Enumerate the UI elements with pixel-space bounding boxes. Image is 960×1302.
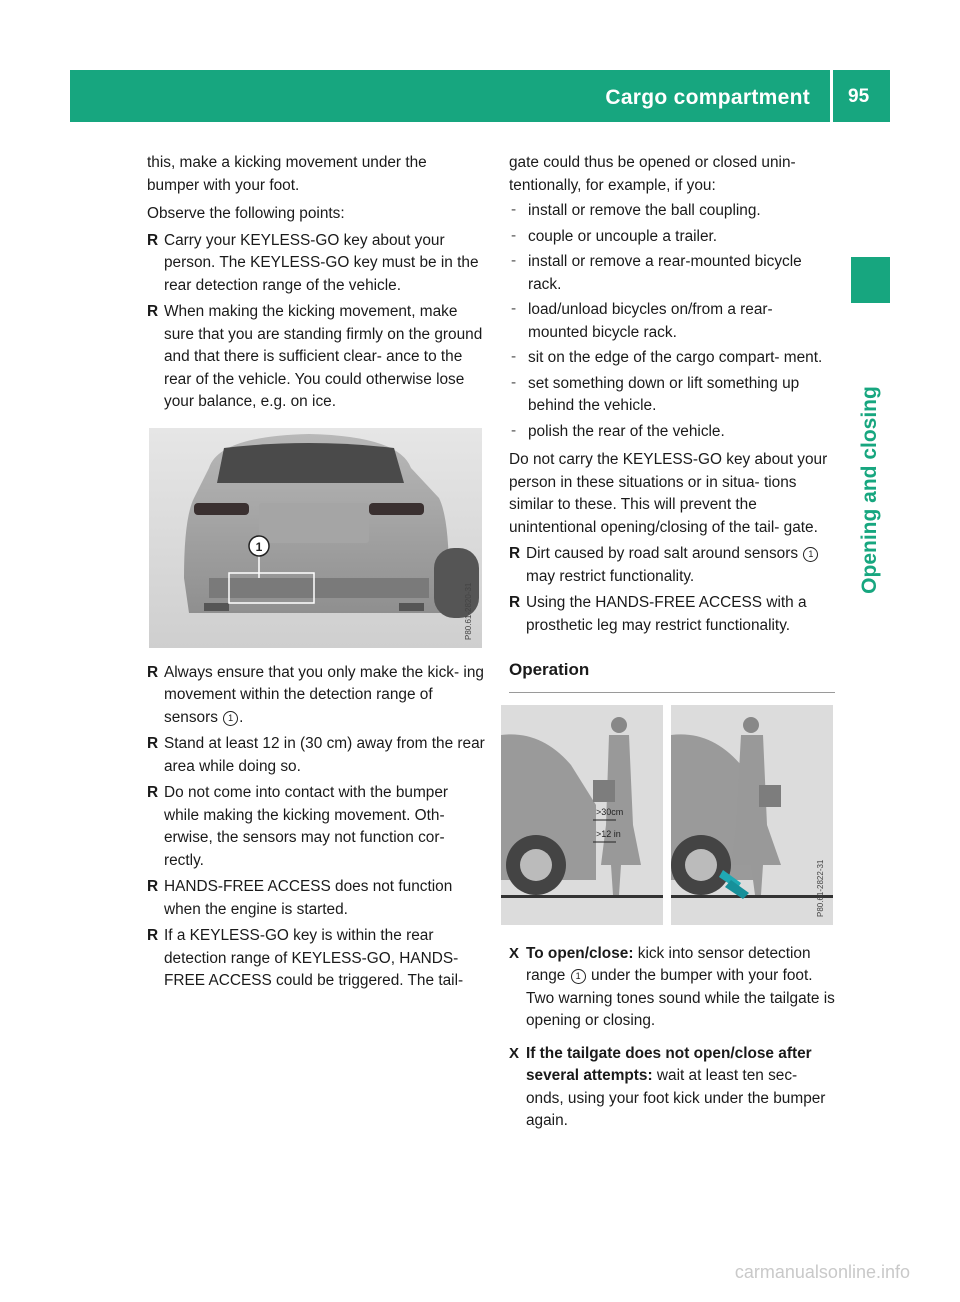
dash-item: - polish the rear of the vehicle. (511, 421, 725, 440)
dash-item: - install or remove a rear-mounted bicycle rack. (511, 252, 802, 293)
dash-item: - set something down or lift something up behind the vehicle. (511, 373, 800, 414)
distance-label-metric: >30cm (596, 806, 624, 817)
header-divider (830, 70, 833, 122)
right-column (509, 152, 835, 1133)
list-item: R Always ensure that you only make the kick- ing movement within the detection range of sensors 1 . (147, 663, 484, 726)
intro-line: bumper with your foot. (147, 176, 300, 194)
list-item: R Dirt caused by road salt around sensors 1 may restrict functionality. (509, 543, 835, 588)
person-standing-illustration (501, 705, 663, 925)
list-item: R HANDS-FREE ACCESS does not function when the engine is started. (147, 878, 453, 918)
sensor-marker-icon: 1 (571, 969, 586, 984)
car-rear-illustration (149, 428, 482, 648)
operation-figure-right (671, 705, 833, 925)
operation-figure (509, 705, 835, 925)
dash-item: - couple or uncouple a trailer. (511, 226, 718, 245)
page-number: 95 (848, 86, 870, 107)
dash-item: - sit on the edge of the cargo compart- ment. (511, 348, 823, 366)
dash-item: - install or remove the ball coupling. (511, 201, 761, 219)
figure-callout: 1 (255, 539, 263, 554)
operation-figure-left (501, 705, 663, 925)
sensor-marker-icon: 1 (223, 711, 238, 726)
section-heading-operation: Operation (509, 659, 835, 693)
distance-label-imperial: >12 in (596, 828, 621, 839)
list-item: R Stand at least 12 in (30 cm) away from the rear area while doing so. (147, 735, 485, 775)
list-item: R Using the HANDS-FREE ACCESS with a prosthetic leg may restrict functionality. (509, 594, 807, 634)
chapter-tab-label: Opening and closing (858, 386, 881, 594)
page-title: Cargo compartment (605, 86, 810, 109)
chapter-tab-marker (851, 257, 890, 303)
intro-line: this, make a kicking movement under the (147, 154, 427, 171)
observe-text: Observe the following points: (147, 205, 345, 222)
warning-text: Do not carry the KEYLESS-GO key about your person in these situations or in situa- tions similar to these. This will prevent the unintentional opening/closing of the tail- gate. (509, 451, 828, 536)
rear-bumper-figure (149, 428, 482, 648)
list-item: R When making the kicking movement, make sure that you are standing firmly on the ground and that there is sufficient clear- ance to the rear of the vehicle. You could otherwise lose your balance, e.g. on ice. (147, 303, 483, 410)
figure-code: P80.61-2820-31 (464, 582, 473, 640)
left-column (147, 152, 485, 993)
person-kicking-illustration (671, 705, 833, 925)
instruction-step: X If the tailgate does not open/close after several attempts: wait at least ten sec- onds, using your foot kick under the bumper again. (509, 1044, 826, 1129)
list-item: R If a KEYLESS-GO key is within the rear detection range of KEYLESS-GO, HANDS- FREE ACCESS could be triggered. The tail- (147, 927, 464, 989)
sensor-marker-icon: 1 (803, 547, 818, 562)
figure-code: P80.61-2822-31 (816, 859, 825, 917)
list-item: R Carry your KEYLESS-GO key about your person. The KEYLESS-GO key must be in the rear detection range of the vehicle. (147, 231, 479, 294)
continuation-text: gate could thus be opened or closed unin- tentionally, for example, if you: (509, 154, 796, 194)
instruction-step: X To open/close: kick into sensor detection range 1 under the bumper with your foot. Two warning tones sound while the tailgate is opening or closing. (509, 944, 835, 1029)
list-item: R Do not come into contact with the bumper while making the kicking movement. Oth- erwise, the sensors may not function cor- rectly. (147, 784, 449, 869)
dash-item: - load/unload bicycles on/from a rear- mounted bicycle rack. (511, 300, 773, 341)
